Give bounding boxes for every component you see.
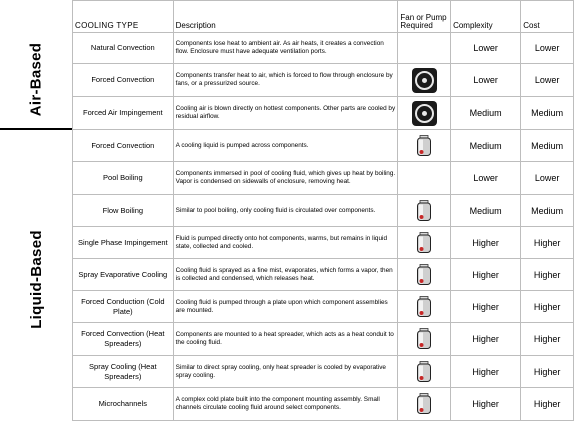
cooling-type-cell: Pool Boiling	[73, 162, 174, 195]
cooling-type-cell: Forced Conduction (Cold Plate)	[73, 291, 174, 323]
description-cell: Cooling air is blown directly on hottest components. Other parts are cooled by residual airflow.	[173, 97, 398, 130]
header-row	[73, 1, 574, 33]
header-cooling-type: COOLING TYPE	[73, 1, 174, 33]
liquid-based-label-text: Liquid-Based	[27, 229, 45, 329]
description-cell: Components immersed in pool of cooling fluid, which gives up heat by boiling. Vapor is condensed on sidewalls of enclosure, removing heat.	[173, 162, 398, 195]
pump-required-cell	[398, 33, 451, 64]
pump-required-cell	[398, 227, 451, 259]
cost-cell: Lower	[521, 33, 574, 64]
cooling-type-cell: Single Phase Impingement	[73, 227, 174, 259]
pump-icon	[416, 393, 432, 415]
pump-icon	[416, 135, 432, 157]
cooling-type-cell: Forced Convection	[73, 64, 174, 97]
air-based-label-text: Air-Based	[27, 42, 45, 116]
pump-icon	[416, 296, 432, 318]
complexity-cell: Lower	[451, 64, 521, 97]
cooling-type-cell: Spray Evaporative Cooling	[73, 259, 174, 291]
cost-cell: Higher	[521, 259, 574, 291]
description-cell: Components lose heat to ambient air. As air heats, it creates a convection flow. Enclosure must have adequate ventilation ports.	[173, 33, 398, 64]
cost-cell: Higher	[521, 227, 574, 259]
table-row	[73, 130, 574, 162]
cooling-type-cell: Forced Air Impingement	[73, 97, 174, 130]
table-row	[73, 33, 574, 64]
cost-cell: Higher	[521, 291, 574, 323]
table-row	[73, 291, 574, 323]
pump-icon	[416, 328, 432, 350]
cooling-type-cell: Forced Convection (Heat Spreaders)	[73, 323, 174, 356]
air-based-group-label	[0, 30, 72, 128]
cost-cell: Medium	[521, 130, 574, 162]
header-cost: Cost	[521, 1, 574, 33]
pump-required-cell	[398, 130, 451, 162]
cooling-type-cell: Flow Boiling	[73, 195, 174, 227]
pump-required-cell	[398, 388, 451, 421]
cost-cell: Higher	[521, 323, 574, 356]
pump-required-cell	[398, 356, 451, 388]
complexity-cell: Medium	[451, 195, 521, 227]
description-cell: A cooling liquid is pumped across components.	[173, 130, 398, 162]
pump-required-cell	[398, 162, 451, 195]
fan-icon	[412, 101, 437, 126]
table-row	[73, 227, 574, 259]
cost-cell: Medium	[521, 97, 574, 130]
complexity-cell: Medium	[451, 130, 521, 162]
header-complexity: Complexity	[451, 1, 521, 33]
table-row	[73, 195, 574, 227]
pump-required-cell	[398, 291, 451, 323]
description-cell: Components transfer heat to air, which is forced to flow through enclosure by fans, or a pressurized source.	[173, 64, 398, 97]
cooling-type-cell: Spray Cooling (Heat Spreaders)	[73, 356, 174, 388]
complexity-cell: Lower	[451, 33, 521, 64]
complexity-cell: Medium	[451, 97, 521, 130]
description-cell: Similar to direct spray cooling, only heat spreader is cooled by evaporative spray cooling.	[173, 356, 398, 388]
complexity-cell: Higher	[451, 388, 521, 421]
table-row	[73, 259, 574, 291]
table-row	[73, 162, 574, 195]
pump-required-cell	[398, 259, 451, 291]
complexity-cell: Higher	[451, 227, 521, 259]
pump-icon	[416, 264, 432, 286]
complexity-cell: Higher	[451, 356, 521, 388]
description-cell: Similar to pool boiling, only cooling fluid is circulated over components.	[173, 195, 398, 227]
description-cell: A complex cold plate built into the component mounting assembly. Small channels circulate cooling fluid around select components.	[173, 388, 398, 421]
liquid-based-group-label	[0, 130, 72, 428]
table-row	[73, 97, 574, 130]
description-cell: Fluid is pumped directly onto hot components, warms, but remains in liquid state, collected and cooled.	[173, 227, 398, 259]
cost-cell: Higher	[521, 356, 574, 388]
fan-icon	[412, 68, 437, 93]
header-description: Description	[173, 1, 398, 33]
pump-icon	[416, 361, 432, 383]
cost-cell: Higher	[521, 388, 574, 421]
cooling-comparison-table	[72, 0, 574, 421]
table-row	[73, 356, 574, 388]
description-cell: Cooling fluid is sprayed as a fine mist, evaporates, which forms a vapor, then is collected and condensed, which releases heat.	[173, 259, 398, 291]
complexity-cell: Higher	[451, 259, 521, 291]
description-cell: Cooling fluid is pumped through a plate upon which component assemblies are mounted.	[173, 291, 398, 323]
complexity-cell: Lower	[451, 162, 521, 195]
cost-cell: Medium	[521, 195, 574, 227]
pump-required-cell	[398, 323, 451, 356]
table-row	[73, 64, 574, 97]
cooling-type-cell: Natural Convection	[73, 33, 174, 64]
description-cell: Components are mounted to a heat spreader, which acts as a heat conduit to the cooling fluid.	[173, 323, 398, 356]
table-row	[73, 388, 574, 421]
pump-required-cell	[398, 64, 451, 97]
complexity-cell: Higher	[451, 323, 521, 356]
cost-cell: Lower	[521, 162, 574, 195]
cooling-type-cell: Forced Convection	[73, 130, 174, 162]
pump-icon	[416, 232, 432, 254]
pump-required-cell	[398, 195, 451, 227]
table-row	[73, 323, 574, 356]
pump-icon	[416, 200, 432, 222]
pump-required-cell	[398, 97, 451, 130]
complexity-cell: Higher	[451, 291, 521, 323]
cooling-type-cell: Microchannels	[73, 388, 174, 421]
header-fan-or-pump: Fan or Pump Required	[398, 1, 451, 33]
cost-cell: Lower	[521, 64, 574, 97]
